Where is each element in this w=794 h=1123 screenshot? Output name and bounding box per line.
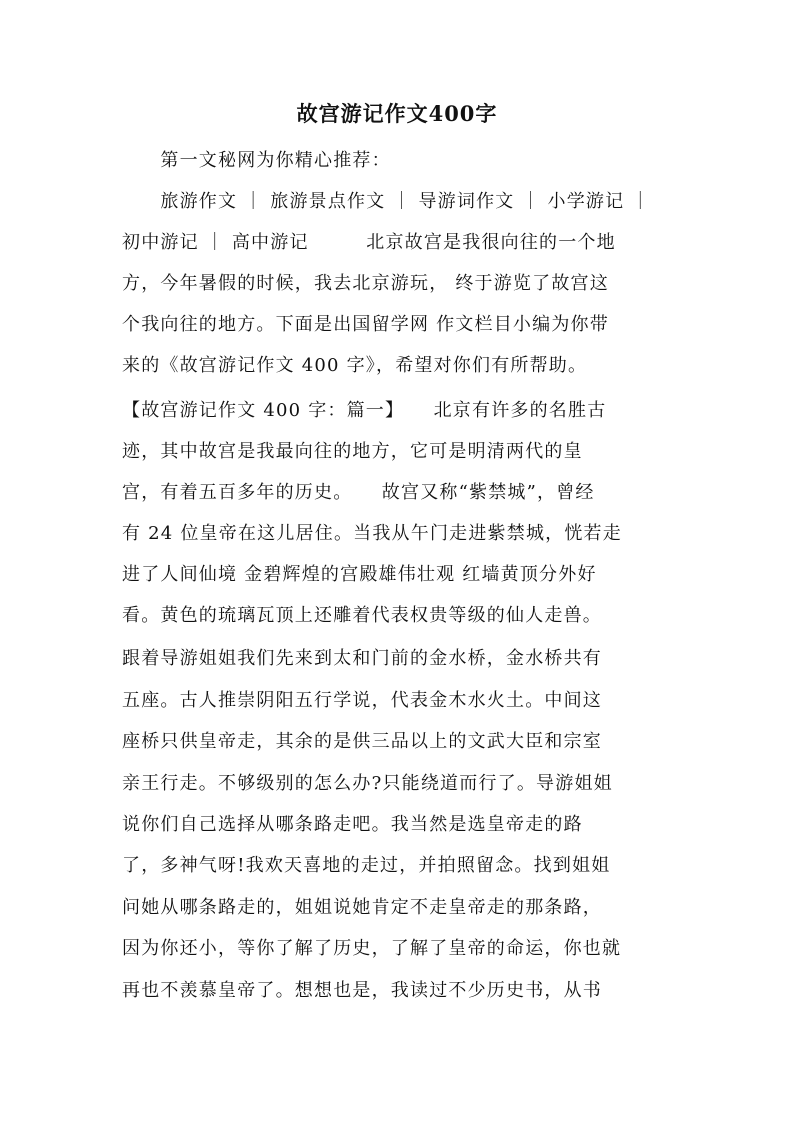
body-line: 看。黄色的琉璃瓦顶上还雕着代表权贵等级的仙人走兽。 — [122, 605, 602, 626]
body-line: 来的《故宫游记作文 400 字》，希望对你们有所帮助。 — [122, 355, 588, 376]
category-links[interactable]: 旅游作文 ｜ 旅游景点作文 ｜ 导游词作文 ｜ 小学游记 ｜ — [122, 191, 651, 212]
body-line: 座桥只供皇帝走，其余的是供三品以上的文武大臣和宗室 — [122, 731, 602, 752]
body-line: 亲王行走。不够级别的怎么办?只能绕道而行了。导游姐姐 — [122, 773, 613, 794]
body-line: 说你们自己选择从哪条路走吧。我当然是选皇帝走的路 — [122, 814, 583, 835]
body-line: 问她从哪条路走的，姐姐说她肯定不走皇帝走的那条路， — [122, 897, 602, 918]
body-line: 因为你还小，等你了解了历史，了解了皇帝的命运，你也就 — [122, 938, 622, 959]
body-line: 个我向往的地方。下面是出国留学网 作文栏目小编为你带 — [122, 314, 609, 335]
section-heading-line: 【故宫游记作文 400 字：篇一】 北京有许多的名胜古 — [122, 400, 607, 421]
body-line: 方，今年暑假的时候，我去北京游玩， 终于游览了故宫这 — [122, 273, 609, 294]
body-line: 初中游记 ｜ 高中游记 北京故宫是我很向往的一个地 — [122, 232, 616, 253]
body-line: 宫，有着五百多年的历史。 故宫又称“紫禁城”，曾经 — [122, 482, 595, 503]
body-line: 第一文秘网为你精心推荐： — [122, 150, 391, 171]
page-title: 故宫游记作文400字 — [296, 101, 498, 126]
body-line: 五座。古人推崇阴阳五行学说，代表金木水火土。中间这 — [122, 690, 602, 711]
body-line: 迹，其中故宫是我最向往的地方，它可是明清两代的皇 — [122, 441, 583, 462]
body-line: 再也不羡慕皇帝了。想想也是，我读过不少历史书，从书 — [122, 980, 602, 1001]
body-line: 有 24 位皇帝在这儿居住。当我从午门走进紫禁城，恍若走 — [122, 523, 622, 544]
body-line: 进了人间仙境 金碧辉煌的宫殿雄伟壮观 红墙黄顶分外好 — [122, 564, 597, 585]
body-line: 了，多神气呀!我欢天喜地的走过，并拍照留念。找到姐姐 — [122, 855, 611, 876]
body-line: 跟着导游姐姐我们先来到太和门前的金水桥，金水桥共有 — [122, 648, 602, 669]
